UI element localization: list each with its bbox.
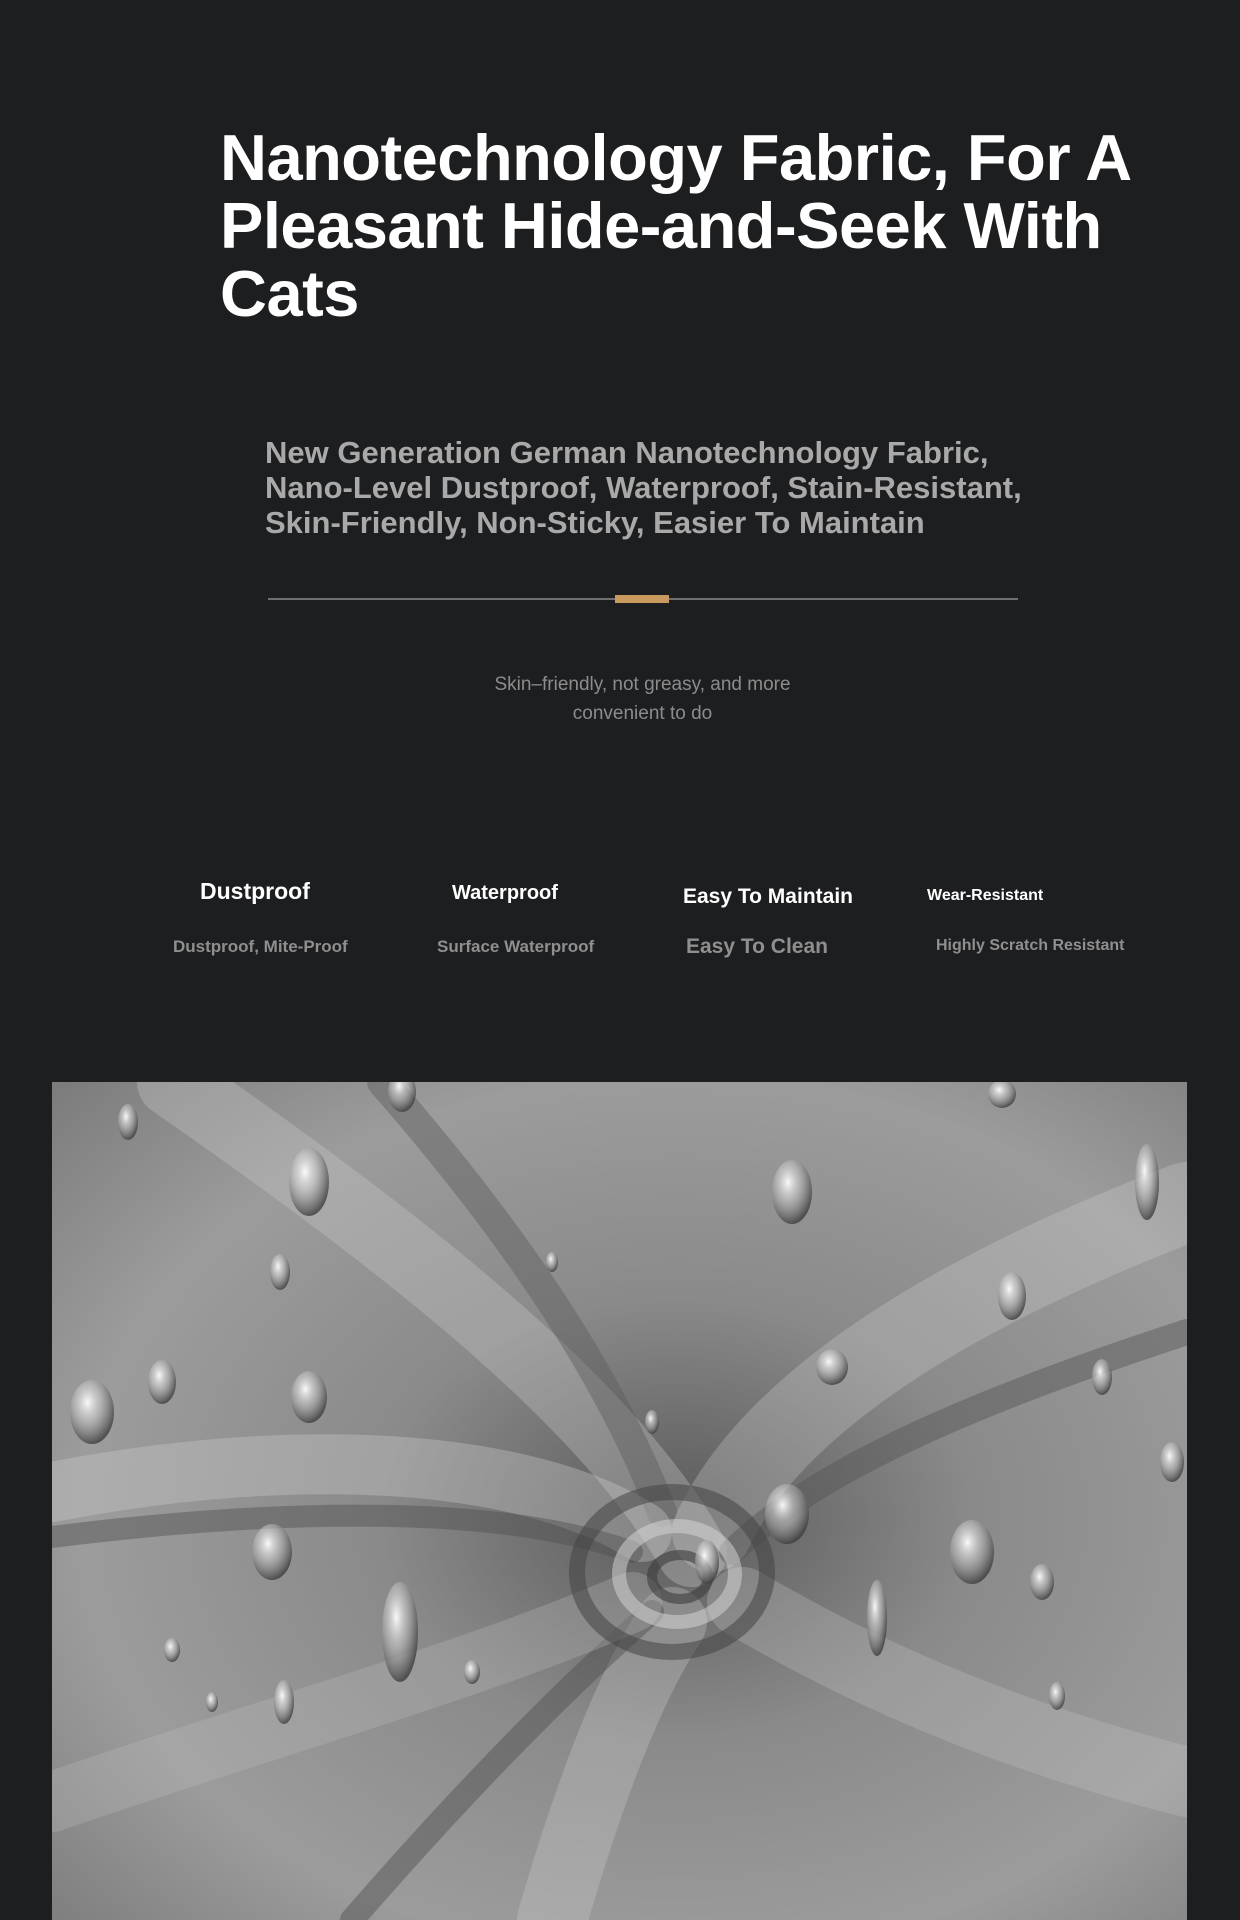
description-line: Nano-Level Dustproof, Waterproof, Stain-Resistant, (265, 470, 1022, 505)
page-title (220, 121, 1150, 330)
title-line: Nanotechnology Fabric, For A (220, 121, 1132, 194)
title-line: Cats (220, 257, 359, 330)
description-line: New Generation German Nanotechnology Fabric, (265, 435, 989, 470)
feature-wear-resistant-desc: Highly Scratch Resistant (936, 937, 1125, 954)
divider-accent (615, 595, 669, 603)
feature-easy-maintain-title: Easy To Maintain (683, 885, 853, 908)
caption-text (440, 670, 845, 728)
fabric-water-droplets-image (52, 1082, 1187, 1920)
title-line: Pleasant Hide-and-Seek With (220, 189, 1102, 262)
feature-dustproof-title: Dustproof (200, 878, 310, 904)
description-line: Skin-Friendly, Non-Sticky, Easier To Maintain (265, 505, 925, 540)
feature-easy-maintain-desc: Easy To Clean (686, 935, 828, 958)
feature-wear-resistant-title: Wear-Resistant (927, 887, 1044, 904)
feature-waterproof-desc: Surface Waterproof (437, 937, 595, 956)
fabric-description (265, 435, 1065, 540)
feature-waterproof-title: Waterproof (452, 882, 558, 904)
feature-dustproof-desc: Dustproof, Mite-Proof (173, 937, 348, 956)
caption-line: convenient to do (572, 703, 713, 724)
caption-line: Skin–friendly, not greasy, and more (494, 674, 791, 695)
